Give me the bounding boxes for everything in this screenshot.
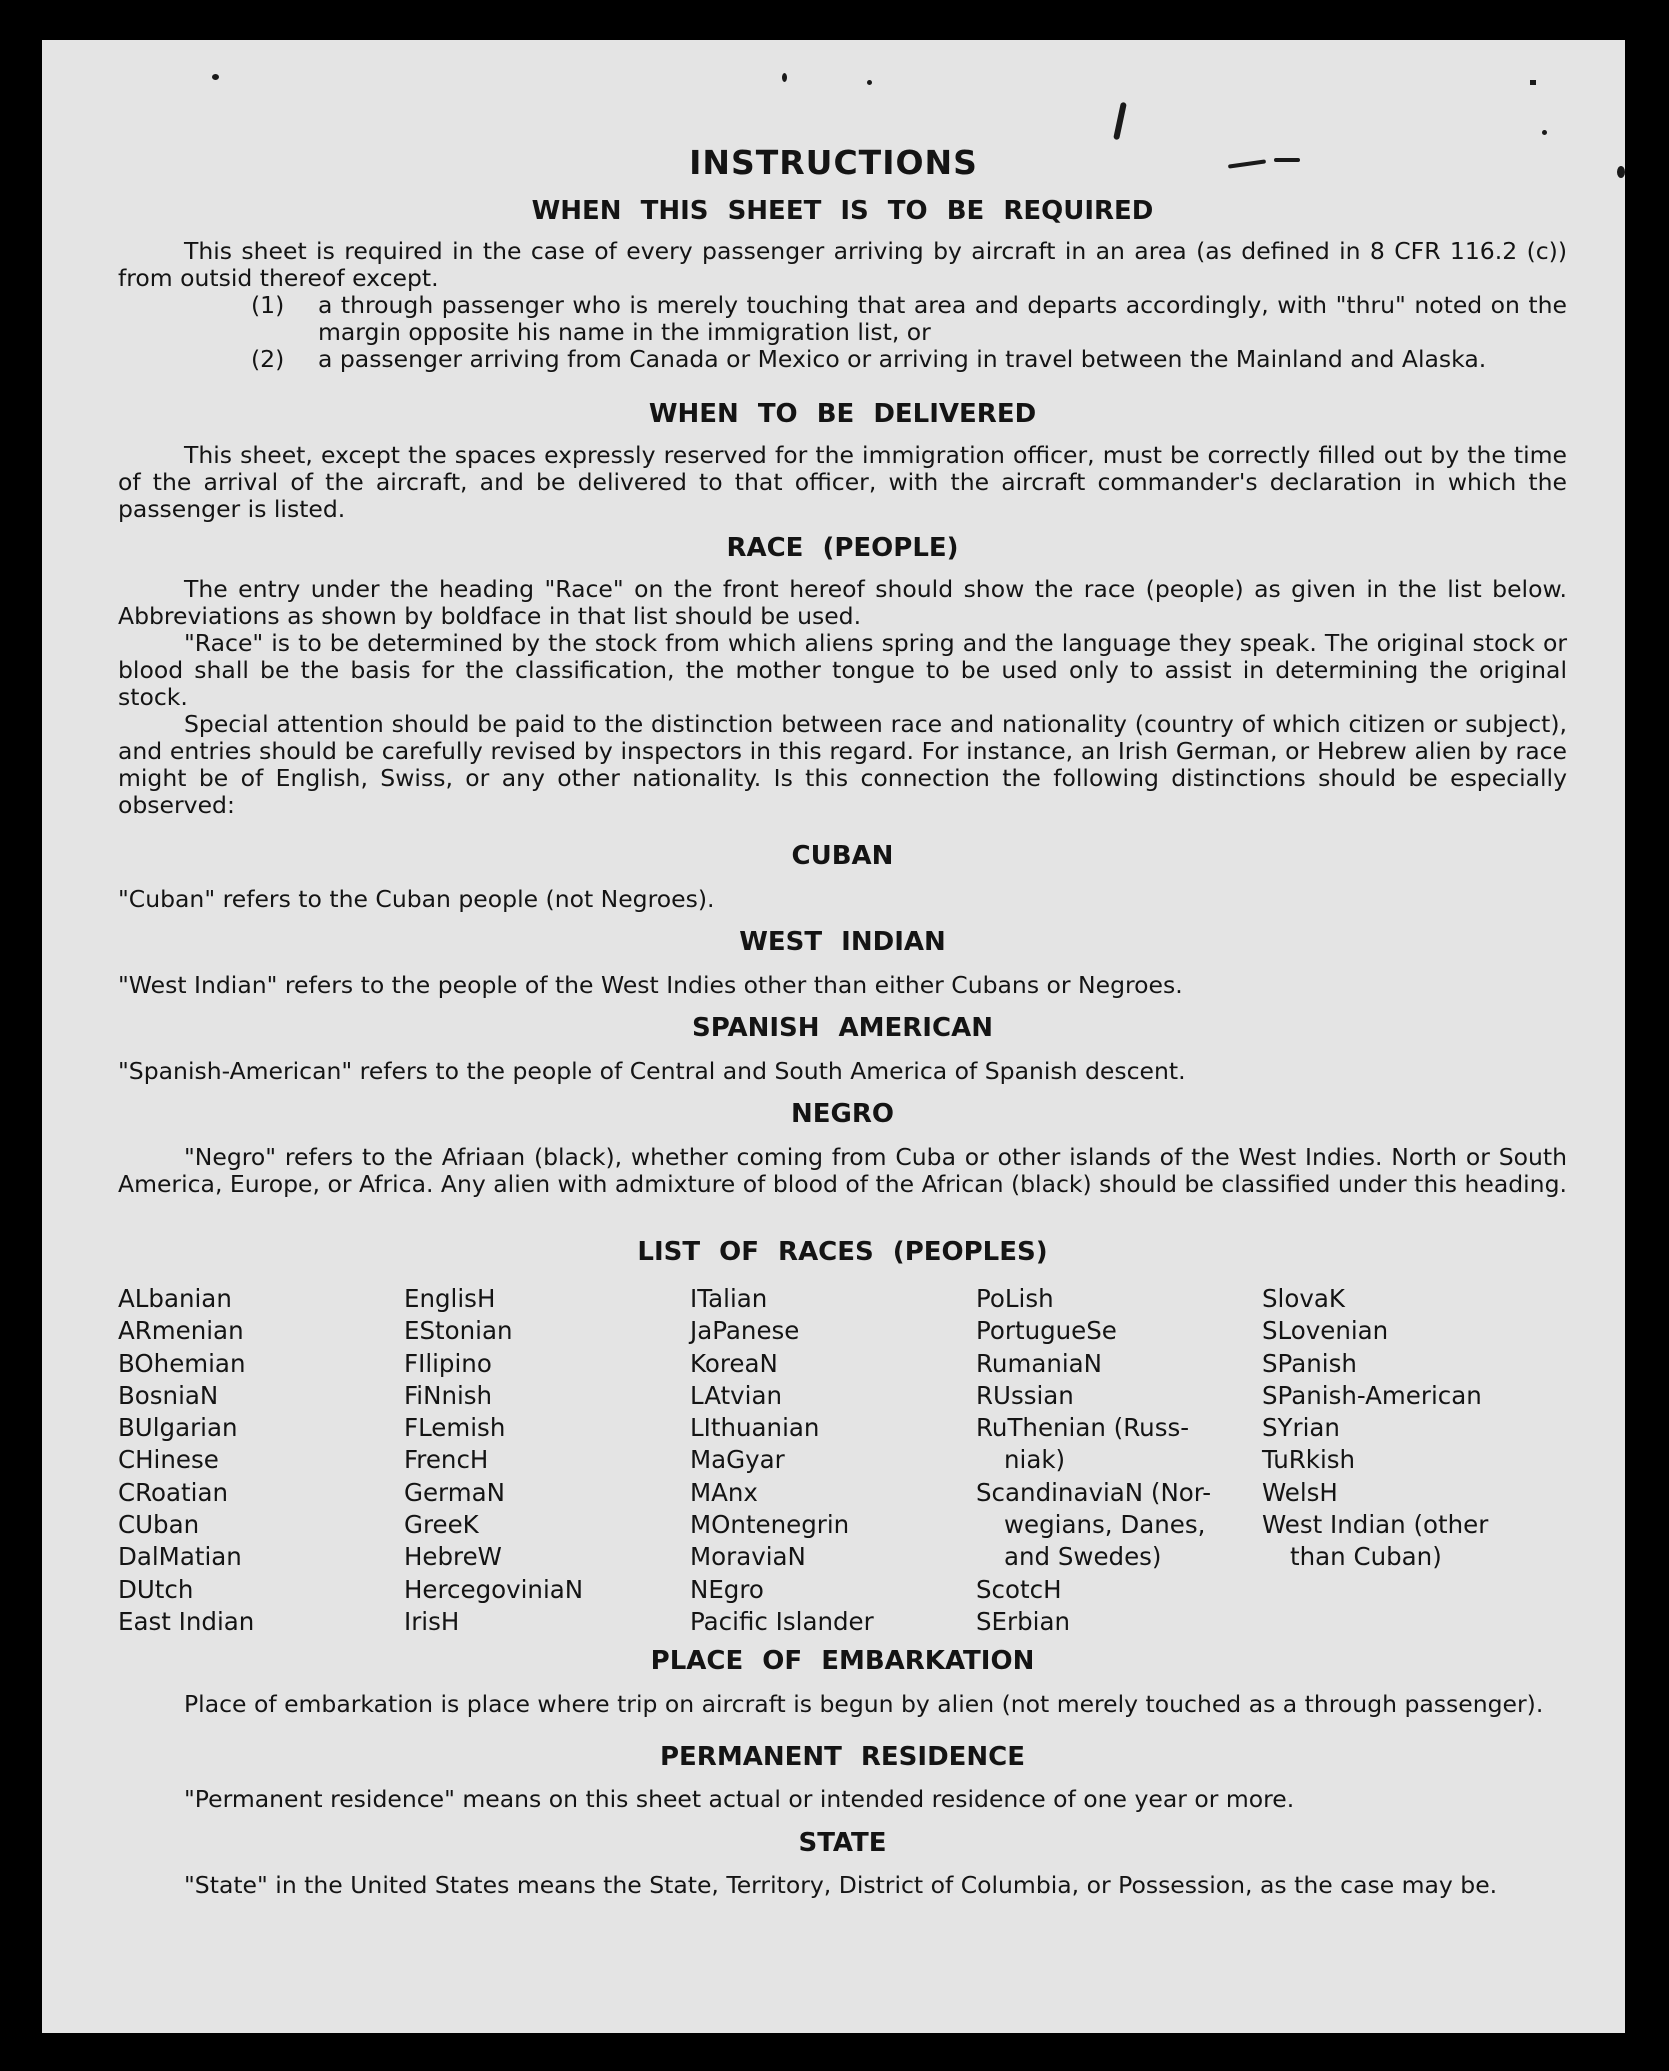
- race-item: CUban: [118, 1510, 200, 1540]
- race-item-continuation: niak): [1004, 1445, 1066, 1475]
- paragraph: "Cuban" refers to the Cuban people (not Negroes).: [118, 885, 715, 913]
- page-title: INSTRUCTIONS: [689, 143, 978, 182]
- race-item: RumaniaN: [976, 1348, 1103, 1378]
- heading-list-of-races: LIST OF RACES (PEOPLES): [637, 1237, 1048, 1267]
- race-item: ScotcH: [976, 1574, 1062, 1604]
- heading-west-indian: WEST INDIAN: [739, 927, 946, 957]
- paragraph: Special attention should be paid to the distinction between race and nationality (country of which citizen or subject), and entries should be carefully revised by inspectors in this regard. For instance, an Irish German, or Hebrew alien by race might be of English, Swiss, or any other nationality. Is this connection the following distinctions should be especially observed:: [118, 710, 1567, 819]
- race-item: KoreaN: [690, 1348, 778, 1378]
- race-item: FIlipino: [404, 1348, 492, 1378]
- races-column: [118, 1283, 404, 1638]
- heading-race: RACE (PEOPLE): [726, 533, 959, 563]
- list-text: a through passenger who is merely touching that area and departs accordingly, with "thru" noted on the margin opposite his name in the immigration list, or: [318, 291, 1567, 346]
- heading-spanish-american: SPANISH AMERICAN: [692, 1013, 993, 1043]
- race-item: HercegoviniaN: [404, 1574, 584, 1604]
- race-item: BOhemian: [118, 1348, 246, 1378]
- race-item: SPanish: [1262, 1348, 1357, 1378]
- paragraph: "Permanent residence" means on this sheet actual or intended residence of one year or more.: [184, 1785, 1295, 1813]
- race-item: LIthuanian: [690, 1413, 820, 1443]
- race-item: PoLish: [976, 1284, 1054, 1313]
- races-column: [404, 1283, 690, 1638]
- scan-speck: [212, 74, 219, 80]
- race-item: Pacific Islander: [690, 1606, 874, 1636]
- race-item: East Indian: [118, 1606, 255, 1636]
- paragraph: "Race" is to be determined by the stock from which aliens spring and the language they speak. The original stock or blood shall be the basis for the classification, the mother tongue to be used only to assist in determining the original stock.: [118, 629, 1567, 711]
- race-item: FLemish: [404, 1413, 506, 1443]
- race-item: CRoatian: [118, 1477, 228, 1507]
- race-item: ScandinaviaN (Nor-: [976, 1477, 1212, 1507]
- race-item: SPanish-American: [1262, 1380, 1482, 1410]
- heading-state: STATE: [798, 1828, 887, 1858]
- race-item-continuation: than Cuban): [1290, 1542, 1442, 1572]
- race-item: DUtch: [118, 1574, 194, 1604]
- race-item: JaPanese: [690, 1316, 800, 1346]
- race-item: RuThenian (Russ-: [976, 1413, 1190, 1443]
- paragraph: Place of embarkation is place where trip on aircraft is begun by alien (not merely touched as a through passenger).: [184, 1690, 1544, 1718]
- race-item: EnglisH: [404, 1284, 496, 1313]
- race-item: FiNnish: [404, 1380, 493, 1410]
- paragraph: This sheet, except the spaces expressly reserved for the immigration officer, must be correctly filled out by the time of the arrival of the aircraft, and be delivered to that officer, with the aircraft commander's declaration in which the passenger is listed.: [118, 441, 1567, 523]
- heading-place-of-embarkation: PLACE OF EMBARKATION: [650, 1646, 1035, 1676]
- scan-speck: [782, 73, 787, 82]
- document-page: [42, 40, 1625, 2033]
- scan-speck: [1530, 80, 1536, 85]
- paragraph: "State" in the United States means the State, Territory, District of Columbia, or Possession, as the case may be.: [184, 1871, 1498, 1899]
- race-item: TuRkish: [1262, 1445, 1356, 1475]
- race-item: DalMatian: [118, 1542, 242, 1572]
- race-item: PortugueSe: [976, 1316, 1117, 1346]
- scan-speck: [1542, 130, 1547, 135]
- race-item: HebreW: [404, 1542, 502, 1572]
- race-item: MoraviaN: [690, 1542, 806, 1572]
- race-item: SErbian: [976, 1606, 1071, 1636]
- race-item: SlovaK: [1262, 1284, 1345, 1313]
- race-item-continuation: and Swedes): [1004, 1542, 1162, 1572]
- race-item: LAtvian: [690, 1380, 782, 1410]
- races-list: [118, 1283, 1567, 1638]
- race-item: BUlgarian: [118, 1413, 238, 1443]
- race-item: IrisH: [404, 1606, 460, 1636]
- race-item: NEgro: [690, 1574, 764, 1604]
- paragraph: "Spanish-American" refers to the people of Central and South America of Spanish descent.: [118, 1057, 1186, 1085]
- races-column: [1262, 1283, 1548, 1638]
- race-item: GreeK: [404, 1510, 479, 1540]
- race-item: WelsH: [1262, 1477, 1338, 1507]
- heading-negro: NEGRO: [791, 1099, 894, 1129]
- list-text: a passenger arriving from Canada or Mexico or arriving in travel between the Mainland and Alaska.: [318, 345, 1487, 373]
- race-item: GermaN: [404, 1477, 505, 1507]
- heading-when-delivered: WHEN TO BE DELIVERED: [648, 399, 1037, 429]
- race-item: ITalian: [690, 1284, 768, 1313]
- race-item: BosniaN: [118, 1380, 219, 1410]
- paragraph: The entry under the heading "Race" on the front hereof should show the race (people) as given in the list below. Abbreviations as shown by boldface in that list should be used.: [118, 575, 1567, 630]
- race-item: RUssian: [976, 1380, 1074, 1410]
- race-item: MAnx: [690, 1477, 758, 1507]
- heading-permanent-residence: PERMANENT RESIDENCE: [659, 1742, 1026, 1772]
- race-item: CHinese: [118, 1445, 219, 1475]
- races-column: [690, 1283, 976, 1638]
- list-number: (2): [251, 345, 285, 373]
- race-item: ARmenian: [118, 1316, 244, 1346]
- race-item: ALbanian: [118, 1284, 232, 1313]
- race-item: FrencH: [404, 1445, 489, 1475]
- race-item: MaGyar: [690, 1445, 785, 1475]
- race-item: SLovenian: [1262, 1316, 1389, 1346]
- scan-speck: [1113, 102, 1127, 140]
- heading-when-required: WHEN THIS SHEET IS TO BE REQUIRED: [531, 196, 1154, 226]
- list-number: (1): [251, 291, 285, 319]
- races-column: [976, 1283, 1262, 1638]
- paragraph: This sheet is required in the case of every passenger arriving by aircraft in an area (as defined in 8 CFR 116.2 (c)) from outsid thereof except.: [118, 237, 1567, 292]
- paragraph: "Negro" refers to the Afriaan (black), whether coming from Cuba or other islands of the West Indies. North or South America, Europe, or Africa. Any alien with admixture of blood of the African (black) should be classified under this heading.: [118, 1143, 1567, 1198]
- scan-speck: [867, 80, 872, 85]
- race-item: EStonian: [404, 1316, 513, 1346]
- race-item: West Indian (other: [1262, 1510, 1489, 1540]
- race-item-continuation: wegians, Danes,: [1004, 1510, 1206, 1540]
- race-item: MOntenegrin: [690, 1510, 850, 1540]
- list-item: [118, 292, 1567, 346]
- list-item: [118, 346, 1567, 373]
- heading-cuban: CUBAN: [791, 841, 894, 871]
- race-item: SYrian: [1262, 1413, 1340, 1443]
- paragraph: "West Indian" refers to the people of the West Indies other than either Cubans or Negroes.: [118, 971, 1183, 999]
